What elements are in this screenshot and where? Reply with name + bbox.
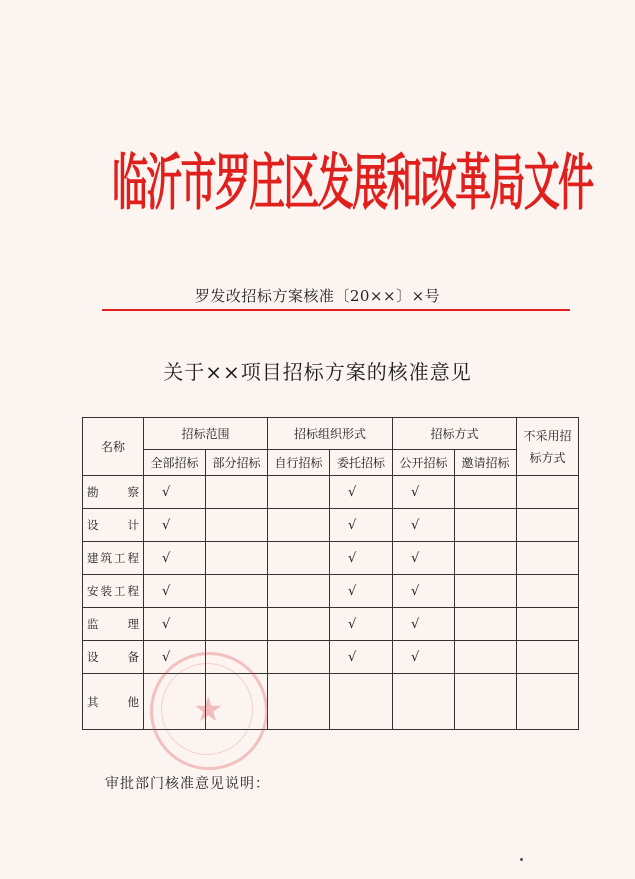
- row-name-text: 建 筑 工 程: [87, 551, 139, 565]
- check-cell: [455, 542, 517, 575]
- row-name: [83, 641, 144, 674]
- check-cell: √: [144, 641, 206, 674]
- table-row: [83, 476, 579, 509]
- check-cell: √: [330, 509, 393, 542]
- row-name-text: 安 装 工 程: [87, 584, 139, 598]
- check-cell: [268, 641, 330, 674]
- row-name-text: 勘 察: [87, 485, 139, 499]
- check-cell: √: [393, 542, 455, 575]
- check-cell: [455, 674, 517, 730]
- subheader-open-bidding: 公开招标: [393, 450, 455, 476]
- check-cell: √: [393, 575, 455, 608]
- check-cell: [268, 509, 330, 542]
- check-cell: [455, 509, 517, 542]
- check-cell: [268, 575, 330, 608]
- check-cell: √: [330, 542, 393, 575]
- check-cell: [455, 641, 517, 674]
- check-cell: [268, 476, 330, 509]
- check-cell: √: [330, 641, 393, 674]
- check-cell: √: [144, 542, 206, 575]
- check-cell: [393, 674, 455, 730]
- speck: [520, 858, 523, 861]
- row-name: [83, 674, 144, 730]
- official-seal: [150, 652, 268, 770]
- check-cell: [455, 476, 517, 509]
- approval-note-label: 审批部门核准意见说明：: [105, 776, 270, 792]
- row-name-text: 设 计: [87, 518, 139, 532]
- check-cell: [206, 509, 268, 542]
- table-row: [83, 575, 579, 608]
- check-cell: √: [393, 641, 455, 674]
- table-row: [83, 641, 579, 674]
- check-cell: [517, 509, 579, 542]
- row-name: [83, 476, 144, 509]
- subheader-entrusted: 委托招标: [330, 450, 393, 476]
- name-column-header: 名称: [83, 418, 144, 476]
- check-cell: √: [330, 476, 393, 509]
- red-divider-line: [102, 309, 570, 311]
- document-number: 罗发改招标方案核准〔20××〕×号: [194, 287, 441, 305]
- subheader-self-organized: 自行招标: [268, 450, 330, 476]
- check-cell: [206, 575, 268, 608]
- check-cell: [268, 608, 330, 641]
- check-cell: [517, 575, 579, 608]
- subheader-full-scope: 全部招标: [144, 450, 206, 476]
- row-name: [83, 509, 144, 542]
- row-name-text: 设 备: [87, 650, 139, 664]
- subheader-partial-scope: 部分招标: [206, 450, 268, 476]
- document-title: 关于××项目招标方案的核准意见: [163, 360, 472, 384]
- check-cell: [206, 542, 268, 575]
- org-form-group-header: 招标组织形式: [268, 418, 393, 450]
- check-cell: [268, 542, 330, 575]
- check-cell: [517, 542, 579, 575]
- table-row: [83, 608, 579, 641]
- check-cell: [268, 674, 330, 730]
- check-cell: [206, 608, 268, 641]
- method-group-header: 招标方式: [393, 418, 517, 450]
- check-cell: [455, 608, 517, 641]
- check-cell: √: [144, 509, 206, 542]
- row-name: [83, 608, 144, 641]
- issuer-red-header: 临沂市罗庄区发展和改革局文件: [112, 146, 593, 219]
- check-cell: √: [144, 476, 206, 509]
- check-cell: [206, 476, 268, 509]
- check-cell: √: [330, 575, 393, 608]
- check-cell: √: [393, 509, 455, 542]
- check-cell: [330, 674, 393, 730]
- no-bid-header: 不采用招标方式: [517, 418, 579, 476]
- row-name: [83, 542, 144, 575]
- row-name-text: 监 理: [87, 617, 139, 631]
- subheader-invited-bidding: 邀请招标: [455, 450, 517, 476]
- check-cell: √: [330, 608, 393, 641]
- check-cell: [517, 641, 579, 674]
- table-row: [83, 509, 579, 542]
- check-cell: √: [144, 608, 206, 641]
- check-cell: [455, 575, 517, 608]
- row-name: [83, 575, 144, 608]
- scope-group-header: 招标范围: [144, 418, 268, 450]
- table-row: [83, 542, 579, 575]
- check-cell: [517, 674, 579, 730]
- check-cell: √: [393, 476, 455, 509]
- check-cell: √: [393, 608, 455, 641]
- check-cell: [517, 476, 579, 509]
- check-cell: [517, 608, 579, 641]
- check-cell: √: [144, 575, 206, 608]
- seal-star-icon: ★: [193, 690, 224, 730]
- row-name-text: 其 他: [87, 694, 139, 709]
